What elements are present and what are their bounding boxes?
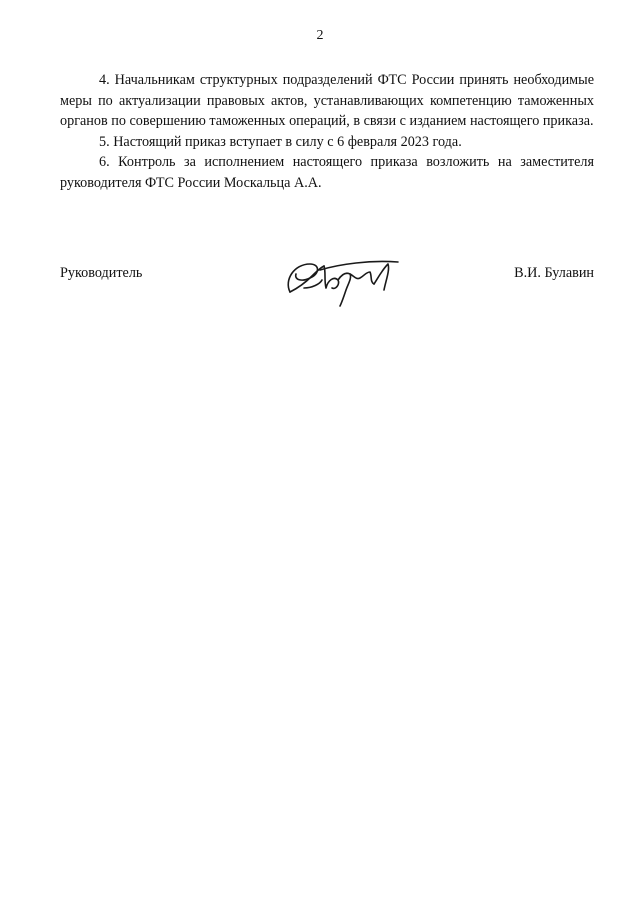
page-number: 2	[316, 28, 324, 43]
signer-name: В.И. Булавин	[514, 265, 594, 281]
paragraph-5: 5. Настоящий приказ вступает в силу с 6 февраля 2023 года.	[99, 133, 462, 150]
document-body	[60, 70, 594, 193]
paragraph-4: 4. Начальникам структурных подразделений ФТС России принять необходимые меры по актуализации правовых актов, устанавливающих компетенцию таможенных органов по совершению таможенных операций, в связи с изданием настоящего приказа.	[60, 72, 594, 129]
signer-title: Руководитель	[60, 265, 143, 281]
signature-block	[60, 250, 594, 310]
handwritten-signature	[280, 250, 410, 310]
paragraph-6: 6. Контроль за исполнением настоящего приказа возложить на заместителя руководителя ФТС России Москальца А.А.	[60, 154, 594, 191]
